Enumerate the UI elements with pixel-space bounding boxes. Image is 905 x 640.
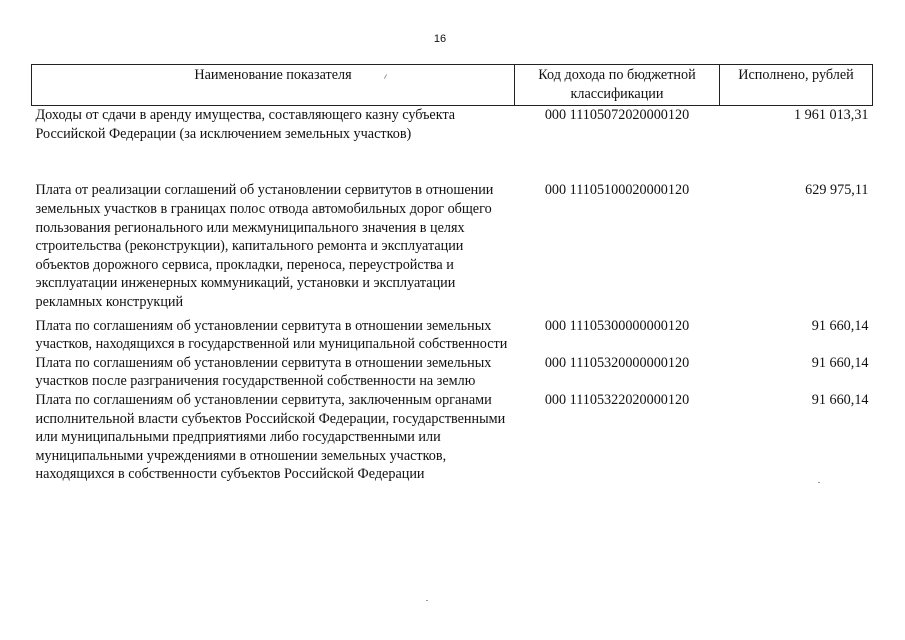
table-row [32, 181, 873, 316]
revenue-code: 000 11105320000000120 [544, 354, 690, 371]
executed-amount: 629 975,11 [805, 182, 869, 199]
header-revenue-code: Код дохода по бюджетной классификации [515, 65, 720, 106]
revenue-code: 000 11105300000000120 [544, 317, 690, 334]
table-row [32, 354, 873, 391]
indicator-name: Плата по соглашениям об установлении сервитута в отношении земельных участков, находящихся в государственной или муниципальной собственности [35, 317, 508, 353]
revenue-table [31, 64, 873, 484]
executed-amount: 91 660,14 [811, 391, 869, 408]
indicator-name: Плата по соглашениям об установлении сервитута в отношении земельных участков после разграничения государственной собственности на землю [35, 354, 492, 390]
scan-speck [818, 482, 820, 483]
scan-speck [426, 600, 428, 601]
header-indicator-name: Наименование показателя [32, 65, 515, 106]
indicator-name: Плата от реализации соглашений об установлении сервитутов в отношении земельных участков в границах полос отвода автомобильных дорог общего пользования регионального или межмуниципального значения в целях строительства (реконструкции), капитального ремонта и эксплуатации объектов дорожного сервиса, прокладки, переноса, переустройства и эксплуатации инженерных коммуникаций, установки и эксплуатации рекламных конструкций [35, 182, 494, 310]
indicator-name: Доходы от сдачи в аренду имущества, составляющего казну субъекта Российской Федерации (за исключением земельных участков) [35, 107, 456, 142]
header-executed-amount: Исполнено, рублей [720, 65, 873, 106]
table-header-row [32, 65, 873, 106]
revenue-code: 000 11105322020000120 [544, 391, 690, 408]
revenue-code: 000 11105100020000120 [544, 182, 690, 199]
executed-amount: 91 660,14 [811, 354, 869, 371]
executed-amount: 1 961 013,31 [794, 107, 869, 124]
table-row [32, 391, 873, 484]
page-number: 16 [433, 33, 447, 45]
table-row [32, 317, 873, 354]
revenue-code: 000 11105072020000120 [544, 107, 690, 124]
indicator-name: Плата по соглашениям об установлении сервитута, заключенным органами исполнительной власти субъектов Российской Федерации, государственными или муниципальными предприятиями либо государственными или муниципальными учреждениями в отношении земельных участков, находящихся в собственности субъектов Российской Федерации [35, 391, 506, 483]
executed-amount: 91 660,14 [811, 317, 869, 334]
table-row [32, 106, 873, 182]
